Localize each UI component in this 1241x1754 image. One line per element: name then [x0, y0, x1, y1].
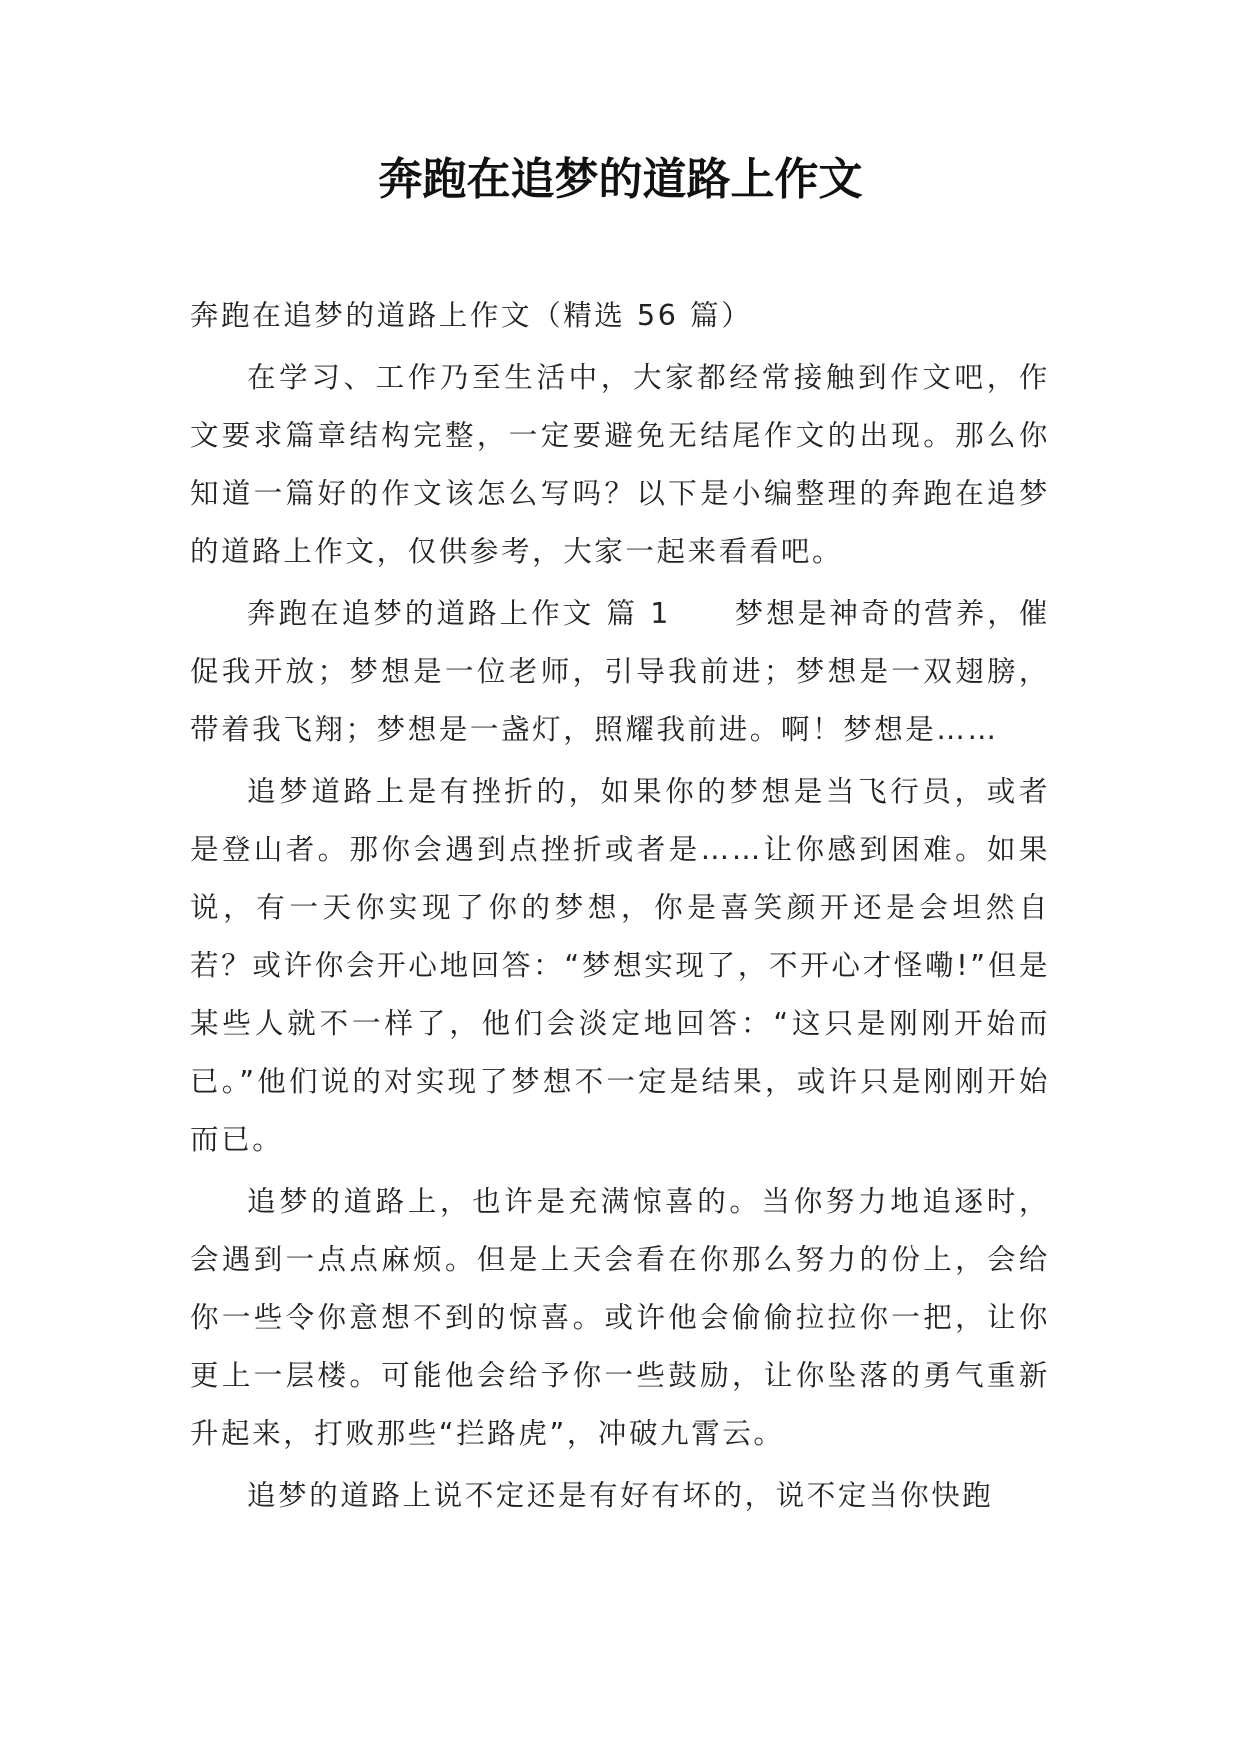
paragraph-surprises: 追梦的道路上，也许是充满惊喜的。当你努力地追逐时，会遇到一点点麻烦。但是上天会看在你那么努力的份上，会给你一些令你意想不到的惊喜。或许他会偷偷拉拉你一把，让你更上一层楼。可能他会给予你一些鼓励，让你坠落的勇气重新升起来，打败那些“拦路虎”，冲破九霄云。 [190, 1185, 1050, 1450]
paragraph-intro: 在学习、工作乃至生活中，大家都经常接触到作文吧，作文要求篇章结构完整，一定要避免无结尾作文的出现。那么你知道一篇好的作文该怎么写吗？以下是小编整理的奔跑在追梦的道路上作文，仅供参考，大家一起来看看吧。 [190, 361, 1050, 568]
paragraph-essay-1-opening: 奔跑在追梦的道路上作文 篇 1 梦想是神奇的营养，催促我开放；梦想是一位老师，引导我前进；梦想是一双翅膀，带着我飞翔；梦想是一盏灯，照耀我前进。啊！梦想是…… [190, 597, 1050, 746]
page-title: 奔跑在追梦的道路上作文 [378, 154, 863, 205]
document-subtitle: 奔跑在追梦的道路上作文（精选 56 篇） [190, 299, 753, 332]
document-body [190, 287, 1050, 1525]
paragraph-good-and-bad: 追梦的道路上说不定还是有好有坏的，说不定当你快跑 [247, 1479, 994, 1512]
paragraph-setbacks: 追梦道路上是有挫折的，如果你的梦想是当飞行员，或者是登山者。那你会遇到点挫折或者是……让你感到困难。如果说，有一天你实现了你的梦想，你是喜笑颜开还是会坦然自若？或许你会开心地回答：“梦想实现了，不开心才怪嘞!”但是某些人就不一样了，他们会淡定地回答：“这只是刚刚开始而已。”他们说的对实现了梦想不一定是结果，或许只是刚刚开始而已。 [190, 775, 1050, 1156]
